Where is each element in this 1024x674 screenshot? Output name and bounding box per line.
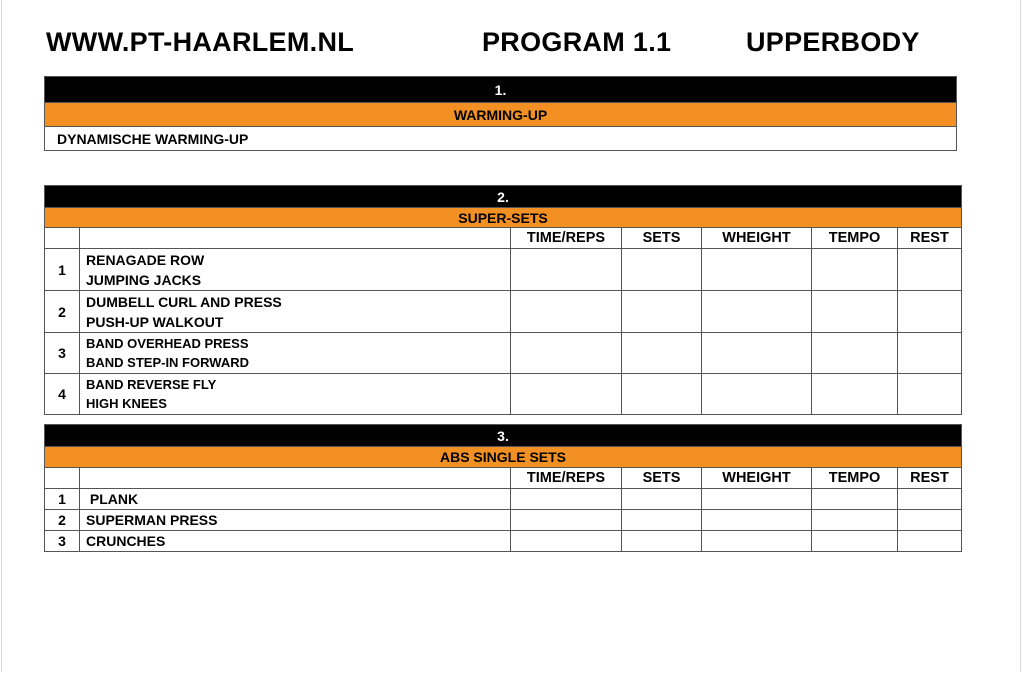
sets-cell[interactable] (622, 374, 702, 415)
section-title: ABS SINGLE SETS (45, 447, 962, 468)
warmup-item: DYNAMISCHE WARMING-UP (45, 127, 957, 151)
tempo-cell[interactable] (812, 531, 898, 552)
col-rest: REST (898, 228, 962, 249)
section-number: 3. (45, 425, 962, 447)
wheight-cell[interactable] (702, 333, 812, 374)
time-reps-cell[interactable] (511, 249, 622, 291)
sets-cell[interactable] (622, 510, 702, 531)
table-row (45, 489, 962, 510)
wheight-cell[interactable] (702, 531, 812, 552)
table-row (45, 291, 962, 333)
row-number: 2 (45, 291, 80, 333)
col-sets: SETS (622, 228, 702, 249)
col-tempo: TEMPO (812, 228, 898, 249)
empty-cell (45, 228, 80, 249)
exercise-b: HIGH KNEES (86, 396, 167, 411)
sets-cell[interactable] (622, 291, 702, 333)
tempo-cell[interactable] (812, 510, 898, 531)
exercise-a: BAND REVERSE FLY (86, 377, 217, 392)
exercise-a: RENAGADE ROW (86, 251, 205, 268)
wheight-cell[interactable] (702, 249, 812, 291)
rest-cell[interactable] (898, 489, 962, 510)
tempo-cell[interactable] (812, 489, 898, 510)
time-reps-cell[interactable] (511, 291, 622, 333)
row-number: 3 (45, 333, 80, 374)
exercise: PLANK (80, 489, 511, 510)
exercise: CRUNCHES (80, 531, 511, 552)
col-tempo: TEMPO (812, 468, 898, 489)
row-number: 1 (45, 249, 80, 291)
tempo-cell[interactable] (812, 333, 898, 374)
section-number: 1. (45, 77, 957, 103)
wheight-cell[interactable] (702, 374, 812, 415)
table-row (45, 249, 962, 291)
time-reps-cell[interactable] (511, 374, 622, 415)
table-row (45, 333, 962, 374)
tempo-cell[interactable] (812, 374, 898, 415)
empty-cell (45, 468, 80, 489)
tempo-cell[interactable] (812, 249, 898, 291)
table-row (45, 510, 962, 531)
exercise-a: BAND OVERHEAD PRESS (86, 336, 249, 351)
warmup-table (44, 76, 957, 151)
rest-cell[interactable] (898, 510, 962, 531)
sets-cell[interactable] (622, 249, 702, 291)
exercise-b: PUSH-UP WALKOUT (86, 313, 224, 330)
sets-cell[interactable] (622, 531, 702, 552)
exercise-a: DUMBELL CURL AND PRESS (86, 293, 282, 310)
column-header-row (45, 468, 962, 489)
rest-cell[interactable] (898, 333, 962, 374)
col-sets: SETS (622, 468, 702, 489)
col-time-reps: TIME/REPS (511, 228, 622, 249)
site-url: WWW.PT-HAARLEM.NL (46, 27, 355, 57)
row-number: 4 (45, 374, 80, 415)
table-row (45, 374, 962, 415)
program-focus: UPPERBODY (746, 27, 920, 57)
supersets-table (44, 185, 962, 415)
rest-cell[interactable] (898, 249, 962, 291)
time-reps-cell[interactable] (511, 333, 622, 374)
rest-cell[interactable] (898, 531, 962, 552)
rest-cell[interactable] (898, 291, 962, 333)
col-wheight: WHEIGHT (702, 228, 812, 249)
empty-cell (80, 228, 511, 249)
time-reps-cell[interactable] (511, 489, 622, 510)
wheight-cell[interactable] (702, 291, 812, 333)
col-wheight: WHEIGHT (702, 468, 812, 489)
empty-cell (80, 468, 511, 489)
column-header-row (45, 228, 962, 249)
exercise-b: BAND STEP-IN FORWARD (86, 355, 249, 370)
tempo-cell[interactable] (812, 291, 898, 333)
rest-cell[interactable] (898, 374, 962, 415)
exercise-b: JUMPING JACKS (86, 271, 202, 288)
time-reps-cell[interactable] (511, 510, 622, 531)
section-title: WARMING-UP (45, 103, 957, 127)
row-number: 3 (45, 531, 80, 552)
section-number: 2. (45, 186, 962, 208)
wheight-cell[interactable] (702, 489, 812, 510)
sets-cell[interactable] (622, 489, 702, 510)
exercise: SUPERMAN PRESS (80, 510, 511, 531)
wheight-cell[interactable] (702, 510, 812, 531)
row-number: 1 (45, 489, 80, 510)
table-row (45, 531, 962, 552)
col-rest: REST (898, 468, 962, 489)
abs-table (44, 424, 962, 552)
time-reps-cell[interactable] (511, 531, 622, 552)
col-time-reps: TIME/REPS (511, 468, 622, 489)
row-number: 2 (45, 510, 80, 531)
program-title: PROGRAM 1.1 (482, 27, 672, 57)
section-title: SUPER-SETS (45, 208, 962, 228)
sets-cell[interactable] (622, 333, 702, 374)
